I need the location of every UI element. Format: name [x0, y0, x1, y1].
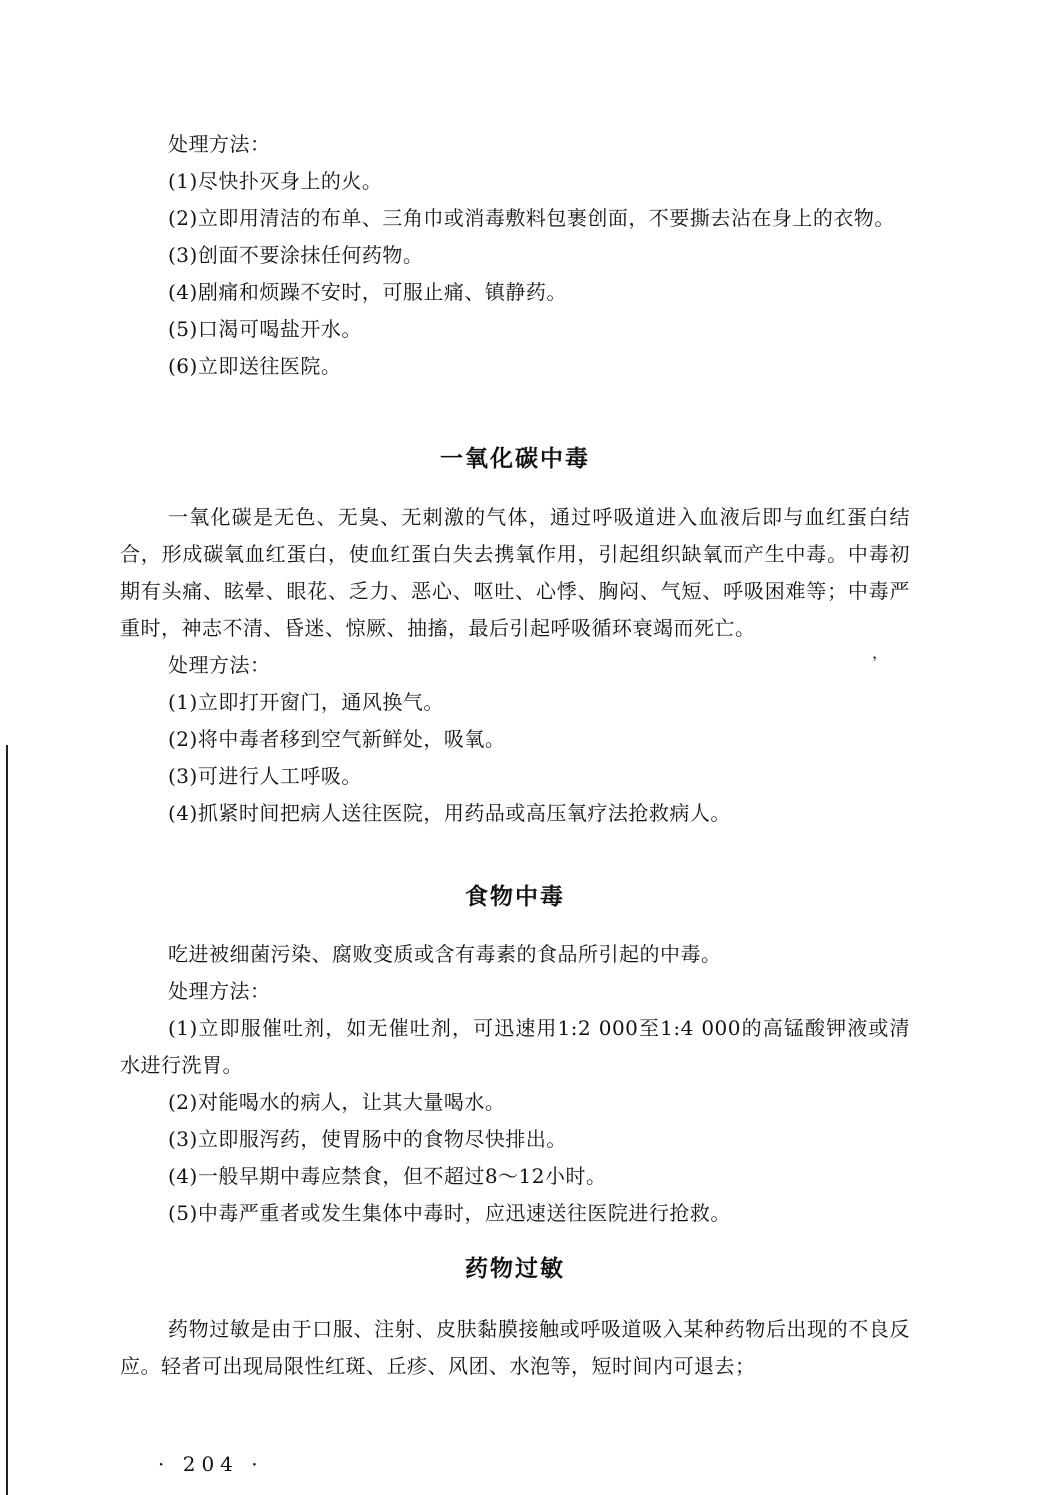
food-section: [120, 936, 910, 1232]
section-title-food: 食物中毒: [465, 884, 565, 910]
list-item: (2)将中毒者移到空气新鲜处，吸氧。: [168, 727, 506, 751]
list-item: (5)口渴可喝盐开水。: [168, 317, 362, 341]
list-item: (1)立即打开窗门，通风换气。: [168, 690, 444, 714]
list-item: (1)尽快扑灭身上的火。: [168, 169, 383, 193]
list-item: (3)立即服泻药，使胃肠中的食物尽快排出。: [168, 1127, 567, 1151]
list-item: (2)对能喝水的病人，让其大量喝水。: [168, 1090, 506, 1114]
list-item: (3)创面不要涂抹任何药物。: [168, 243, 424, 267]
section-body: 吃进被细菌污染、腐败变质或含有毒素的食品所引起的中毒。: [168, 942, 722, 966]
list-item: (5)中毒严重者或发生集体中毒时，应迅速送往医院进行抢救。: [168, 1201, 731, 1225]
co-section: [120, 499, 910, 832]
burn-treatment-block: [120, 126, 910, 385]
drug-section: [120, 1311, 910, 1385]
list-item: (4)抓紧时间把病人送往医院，用药品或高压氧疗法抢救病人。: [168, 801, 731, 825]
list-item: (1)立即服催吐剂，如无催吐剂，可迅速用1:2 000至1:4 000的高锰酸钾液或清水进行洗胃。: [120, 1016, 910, 1077]
section-body: 药物过敏是由于口服、注射、皮肤黏膜接触或呼吸道吸入某种药物后出现的不良反应。轻者可出现局限性红斑、丘疹、风团、水泡等，短时间内可退去；: [120, 1317, 910, 1378]
left-margin-rule: [6, 745, 8, 1495]
section-title-drug: 药物过敏: [465, 1256, 565, 1282]
section-body: 一氧化碳是无色、无臭、无刺激的气体，通过呼吸道进入血液后即与血红蛋白结合，形成碳氧血红蛋白，使血红蛋白失去携氧作用，引起组织缺氧而产生中毒。中毒初期有头痛、眩晕、眼花、乏力、恶心、呕吐、心悸、胸闷、气短、呼吸困难等；中毒严重时，神志不清、昏迷、惊厥、抽搐，最后引起呼吸循环衰竭而死亡。: [120, 505, 910, 640]
list-item: (6)立即送往医院。: [168, 354, 342, 378]
list-item: (4)剧痛和烦躁不安时，可服止痛、镇静药。: [168, 280, 567, 304]
method-heading: 处理方法：: [168, 979, 271, 1003]
method-heading: 处理方法：: [168, 653, 271, 677]
page-number: · 204 ·: [158, 1452, 264, 1476]
section-title-co: 一氧化碳中毒: [440, 446, 590, 472]
list-item: (3)可进行人工呼吸。: [168, 764, 362, 788]
stray-mark: ，: [872, 643, 889, 662]
list-item: (2)立即用清洁的布单、三角巾或消毒敷料包裹创面，不要撕去沾在身上的衣物。: [168, 206, 895, 230]
method-heading: 处理方法：: [168, 132, 271, 156]
list-item: (4)一般早期中毒应禁食，但不超过8～12小时。: [168, 1164, 607, 1188]
